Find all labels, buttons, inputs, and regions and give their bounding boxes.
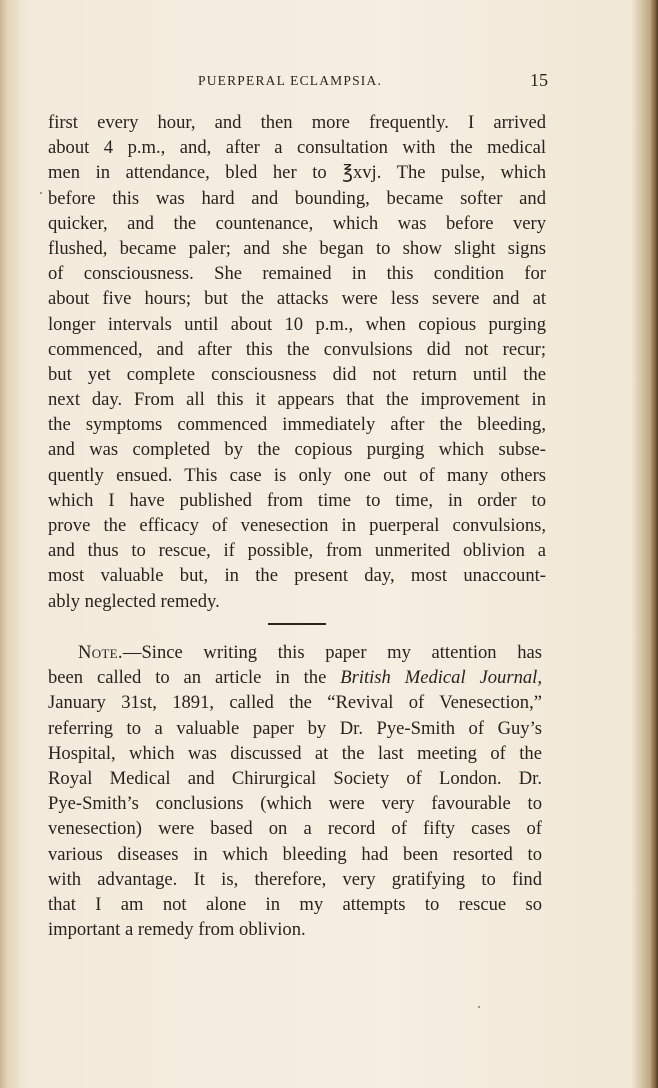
note-label: Note. — [78, 642, 123, 663]
journal-title: British Medical Journal, — [340, 667, 542, 689]
page-number: 15 — [530, 70, 548, 90]
text-line: of consciousness. She remained in this condition for — [48, 263, 546, 285]
text-line: most valuable but, in the present day, most unaccount- — [48, 565, 546, 587]
note-line: various diseases in which bleeding had been resorted to — [48, 843, 542, 865]
note-line — [48, 665, 542, 690]
note-line: referring to a valuable paper by Dr. Pye-Smith of Guy’s — [48, 717, 542, 739]
note-line: Hospital, which was discussed at the last meeting of the — [48, 742, 542, 764]
text-line: the symptoms commenced immediately after the bleeding, — [48, 414, 546, 436]
running-head — [48, 70, 548, 94]
page-gutter-shadow — [0, 0, 20, 1088]
text-line: men in attendance, bled her to ℥xvj. The pulse, which — [48, 162, 546, 184]
running-title: PUERPERAL ECLAMPSIA. — [198, 73, 383, 88]
text-line: about five hours; but the attacks were less severe and at — [48, 288, 546, 310]
text-line: first every hour, and then more frequently. I arrived — [48, 112, 546, 133]
section-divider — [268, 623, 326, 625]
text-line: flushed, became paler; and she began to show slight signs — [48, 237, 546, 259]
note-line-text: —Since writing this paper my attention has — [122, 642, 542, 663]
note-line: January 31st, 1891, called the “Revival of Venesection,” — [48, 692, 542, 714]
note-line: Royal Medical and Chirurgical Society of London. Dr. — [48, 767, 542, 789]
paper-speck — [40, 192, 42, 194]
page-edge — [650, 0, 658, 1088]
text-line: prove the efficacy of venesection in puerperal convulsions, — [48, 515, 546, 536]
note-line: with advantage. It is, therefore, very gratifying to find — [48, 868, 542, 890]
note-line: Pye-Smith’s conclusions (which were very favourable to — [48, 793, 542, 815]
text-line: and was completed by the copious purging which subse- — [48, 439, 546, 461]
text-line: commenced, and after this the convulsions did not recur; — [48, 338, 546, 360]
note-line: important a remedy from oblivion. — [48, 919, 306, 941]
text-line: quicker, and the countenance, which was before very — [48, 212, 546, 234]
note-paragraph — [48, 640, 542, 942]
text-line: which I have published from time to time, in order to — [48, 489, 546, 511]
text-line: before this was hard and bounding, became softer and — [48, 187, 546, 209]
text-line: and thus to rescue, if possible, from unmerited oblivion a — [48, 540, 546, 562]
body-paragraph — [48, 110, 546, 614]
note-line: venesection) were based on a record of fifty cases of — [48, 818, 542, 840]
note-line: that I am not alone in my attempts to rescue so — [48, 893, 542, 915]
text-line: next day. From all this it appears that the improvement in — [48, 389, 546, 411]
text-line: quently ensued. This case is only one out of many others — [48, 464, 546, 486]
paper-speck — [478, 1006, 480, 1008]
text-line: ably neglected remedy. — [48, 590, 220, 612]
text-line: longer intervals until about 10 p.m., when copious purging — [48, 313, 546, 335]
text-line: but yet complete consciousness did not return until the — [48, 363, 546, 385]
note-line — [48, 640, 542, 665]
text-line: about 4 p.m., and, after a consultation with the medical — [48, 137, 546, 159]
note-line-text: been called to an article in the — [48, 667, 341, 689]
